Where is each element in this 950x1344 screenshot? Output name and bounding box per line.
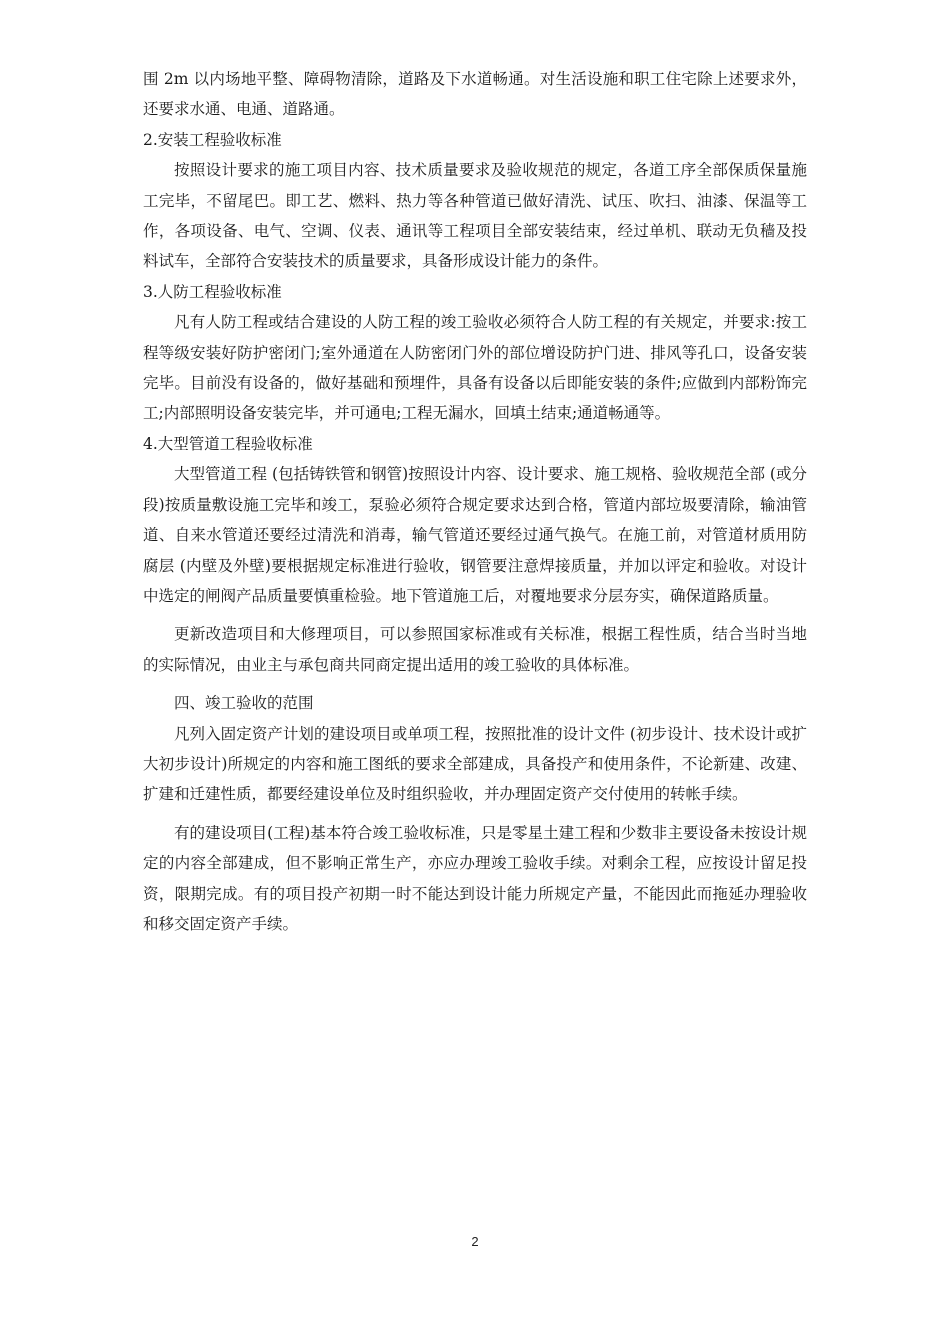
heading-pipeline-standard: 4.大型管道工程验收标准 <box>143 434 313 453</box>
page-number: 2 <box>471 1234 479 1249</box>
paragraph-renovation-projects: 更新改造项目和大修理项目，可以参照国家标准或有关标准，根据工程性质，结合当时当地的实际情况，由业主与承包商共同商定提出适用的竣工验收的具体标准。 <box>143 625 807 674</box>
heading-acceptance-scope: 四、竣工验收的范围 <box>174 694 314 713</box>
heading-installation-standard: 2.安装工程验收标准 <box>143 130 282 149</box>
paragraph-acceptance-scope: 凡列入固定资产计划的建设项目或单项工程，按照批准的设计文件 (初步设计、技术设计或扩大初步设计)所规定的内容和施工图纸的要求全部建成，具备投产和使用条件，不论新建、改建、扩建和迁建性质，都要经建设单位及时组织验收，并办理固定资产交付使用的转帐手续。 <box>143 724 807 804</box>
paragraph-pipeline-standard: 大型管道工程 (包括铸铁管和钢管)按照设计内容、设计要求、施工规格、验收规范全部 (或分段)按质量敷设施工完毕和竣工，泵验必须符合规定要求达到合格，管道内部垃圾要清除，输油管道、自来水管道还要经过清洗和消毒，输气管道还要经过通气换气。在施工前，对管道材质用防腐层 (内壁及外壁)要根据规定标准进行验收，钢管要注意焊接质量，并加以评定和验收。对设计中选定的闸阀产品质量要慎重检验。地下管道施工后，对覆地要求分层夯实，确保道路质量。 <box>143 465 807 605</box>
paragraph-partial-completion: 有的建设项目(工程)基本符合竣工验收标准，只是零星土建工程和少数非主要设备未按设计规定的内容全部建成，但不影响正常生产，亦应办理竣工验收手续。对剩余工程，应按设计留足投资，限期完成。有的项目投产初期一时不能达到设计能力所规定产量，不能因此而拖延办理验收和移交固定资产手续。 <box>143 823 807 933</box>
paragraph-civil-defense-standard: 凡有人防工程或结合建设的人防工程的竣工验收必须符合人防工程的有关规定，并要求:按工程等级安装好防护密闭门;室外通道在人防密闭门外的部位增设防护门进、排风等孔口，设备安装完毕。目前没有设备的，做好基础和预埋件，具备有设备以后即能安装的条件;应做到内部粉饰完工;内部照明设备安装完毕，并可通电;工程无漏水，回填土结束;通道畅通等。 <box>143 313 807 423</box>
document-body <box>143 64 807 939</box>
paragraph-installation-standard: 按照设计要求的施工项目内容、技术质量要求及验收规范的规定，各道工序全部保质保量施工完毕，不留尾巴。即工艺、燃料、热力等各种管道已做好清洗、试压、吹扫、油漆、保温等工作，各项设备、电气、空调、仪表、通讯等工程项目全部安装结束，经过单机、联动无负穑及投料试车，全部符合安装技术的质量要求，具备形成设计能力的条件。 <box>143 161 807 271</box>
paragraph-site-requirements: 围 2m 以内场地平整、障碍物清除，道路及下水道畅通。对生活设施和职工住宅除上述要求外，还要求水通、电通、道路通。 <box>143 70 807 119</box>
heading-civil-defense-standard: 3.人防工程验收标准 <box>143 282 282 301</box>
